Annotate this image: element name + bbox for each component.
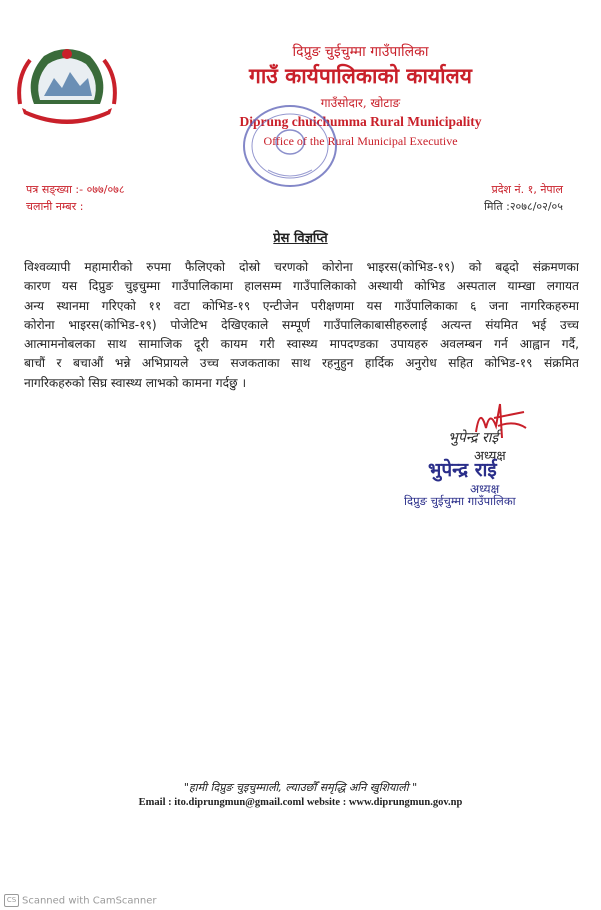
province-label: प्रदेश नं. १, नेपाल [491, 183, 563, 196]
body-line: कोरोना भाइरस(कोभिड-१९) पोजेटिभ देखिएकाले सम्पूर्ण गाउँपालिकाबासीहरुलाई अत्यन्त संयमित भई उच्च [24, 317, 579, 332]
dispatch-number: चलानी नम्बर : [26, 200, 84, 213]
press-release-body [24, 258, 579, 393]
press-release-title: प्रेस विज्ञप्ति [273, 231, 328, 246]
nepal-government-emblem-icon [14, 38, 120, 124]
signatory-stamp-title: अध्यक्ष [470, 482, 500, 496]
office-name-nepali: गाउँ कार्यपालिकाको कार्यालय [249, 63, 472, 88]
body-line: आत्मामनोबलका साथ सामाजिक दूरी कायम गरी स्वास्थ्य मापदण्डका उपायहरु अवलम्बन गर्न आह्वान गर्दै, [24, 337, 579, 352]
body-line: विश्वव्यापी महामारीको रुपमा फैलिएको दोस्रो चरणको कोरोना भाइरस(कोभिड-१९) को बढ्दो संक्रमणका [24, 260, 579, 274]
date-label: मिति :२०७८/०२/०५ [484, 200, 563, 213]
office-name-english: Office of the Rural Municipal Executive [263, 134, 458, 148]
footer-slogan: "हामी दिप्रुङ चुइचुम्माली, ल्याउछौँ समृद्धि अनि खुशियाली " [183, 781, 418, 794]
municipality-name-english: Diprung chuichumma Rural Municipality [239, 114, 482, 129]
signatory-handwritten-name: भुपेन्द्र राई [448, 430, 499, 446]
body-line: नागरिकहरुको सिघ्र स्वास्थ्य लाभको कामना गर्दछु । [24, 375, 247, 390]
camscanner-watermark [4, 894, 157, 907]
signatory-stamp-office: दिप्रुङ चुईचुम्मा गाउँपालिका [404, 494, 516, 508]
signatory-stamp-name: भुपेन्द्र राई [428, 459, 497, 481]
office-round-seal-icon [238, 100, 342, 192]
municipality-name-nepali: दिप्रुङ चुईचुम्मा गाउँपालिका [292, 44, 429, 60]
body-line: कारण यस दिप्रुङ चुइचुम्मा गाउँपालिकामा हालसम्म गाउँपालिकाको अस्थायी कोभिड अस्पताल याम्खा लगायत [24, 279, 579, 294]
watermark-text: Scanned with CamScanner [22, 895, 157, 907]
signatory-handwritten-title: अध्यक्ष [474, 449, 506, 464]
letter-number: पत्र सङ्ख्या :- ०७७/०७८ [26, 183, 125, 196]
footer-contact: Email : ito.diprungmun@gmail.coml website : www.diprungmun.gov.np [138, 797, 463, 808]
camscanner-logo-icon: CS [4, 894, 19, 907]
office-address-nepali: गाउँसोदार, खोटाङ [320, 96, 401, 110]
body-line: अन्य स्थानमा गरिएको ११ वटा कोभिड-१९ एन्टीजेन परीक्षणमा यस गाउँपालिकाका ६ जना नागरिकहरुमा [24, 298, 579, 313]
body-line: बाचौं र बचाऔं भन्ने अभिप्रायले उच्च सजकताका साथ रहनुहुन हार्दिक अनुरोध सहित कोभिड-१९ संक्रमित [24, 356, 579, 371]
